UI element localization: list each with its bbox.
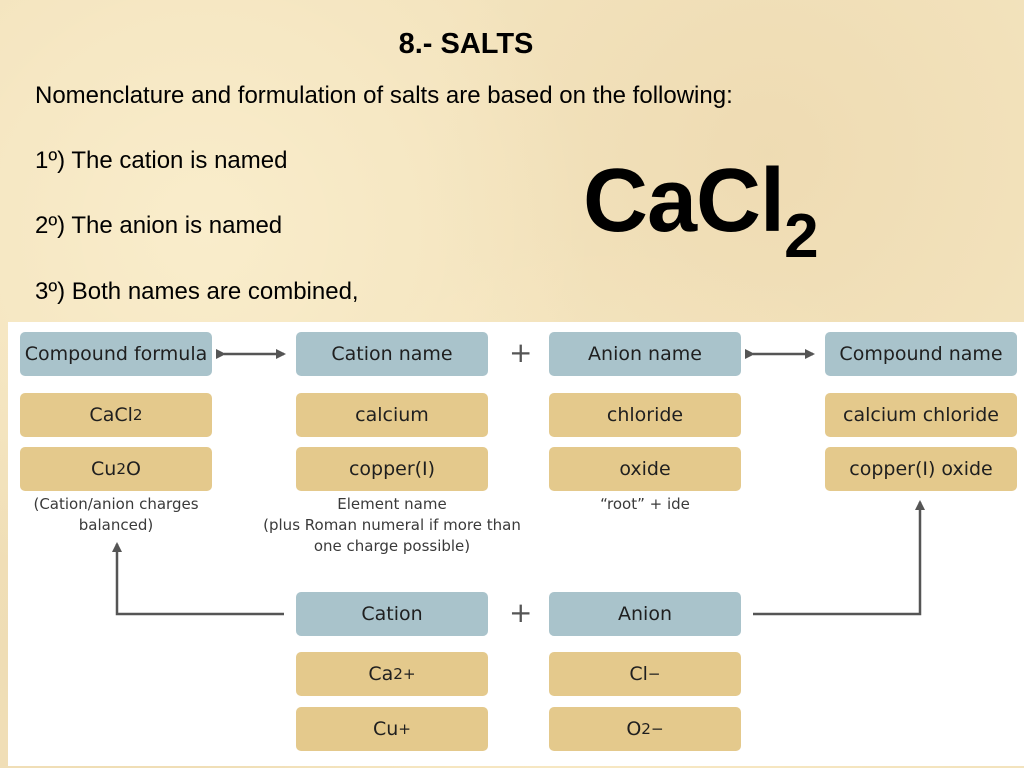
step-2: 2º) The anion is named — [35, 212, 283, 239]
cell-label: copper(I) oxide — [849, 458, 993, 480]
ion-charge: 2+ — [393, 665, 416, 683]
cell-label: calcium — [355, 404, 429, 426]
nomenclature-figure — [8, 322, 1024, 766]
header-cation-name-label: Cation name — [331, 343, 453, 365]
arrow-anion-to-compound-name — [753, 502, 920, 614]
cell-label: chloride — [606, 404, 684, 426]
ion-symbol: O — [626, 718, 642, 740]
connector-arrows — [8, 322, 1024, 766]
cell-label: copper(I) — [348, 458, 436, 480]
step-3: 3º) Both names are combined, — [35, 278, 359, 305]
note-line: one charge possible) — [313, 537, 471, 555]
ion-charge: + — [398, 720, 412, 738]
cell-label: calcium chloride — [843, 404, 999, 426]
note-line: Element name — [337, 495, 447, 513]
header-anion-label: Anion — [618, 603, 672, 625]
plus-sign-top: + — [509, 336, 533, 369]
note-line: balanced) — [78, 516, 154, 534]
intro-text: Nomenclature and formulation of salts are based on the following: — [35, 82, 733, 109]
big-formula — [583, 150, 818, 271]
header-compound-formula-label: Compound formula — [24, 343, 208, 365]
plus-sign-bottom: + — [509, 596, 533, 629]
arrow-cation-to-formula — [117, 544, 284, 614]
formula-subscript: 2 — [116, 460, 126, 478]
header-anion-name-label: Anion name — [588, 343, 702, 365]
formula-subscript: 2 — [132, 406, 143, 424]
big-formula-base: CaCl — [583, 151, 785, 251]
ion-charge: − — [647, 665, 661, 683]
cell-label: oxide — [619, 458, 671, 480]
formula-part: Cu — [91, 458, 117, 480]
slide-title: 8.- SALTS — [398, 28, 534, 60]
big-formula-subscript: 2 — [784, 202, 818, 271]
formula-part: CaCl — [89, 404, 133, 426]
ion-symbol: Cu — [372, 718, 399, 740]
ion-symbol: Cl — [629, 663, 648, 685]
step-1: 1º) The cation is named — [35, 147, 288, 174]
header-cation-label: Cation — [361, 603, 423, 625]
note-line: (Cation/anion charges — [33, 495, 199, 513]
header-compound-name-label: Compound name — [839, 343, 1003, 365]
formula-part: O — [126, 458, 141, 480]
ion-symbol: Ca — [368, 663, 394, 685]
note-line: “root” + ide — [600, 495, 690, 513]
note-line: (plus Roman numeral if more than — [263, 516, 521, 534]
ion-charge: 2− — [641, 720, 664, 738]
